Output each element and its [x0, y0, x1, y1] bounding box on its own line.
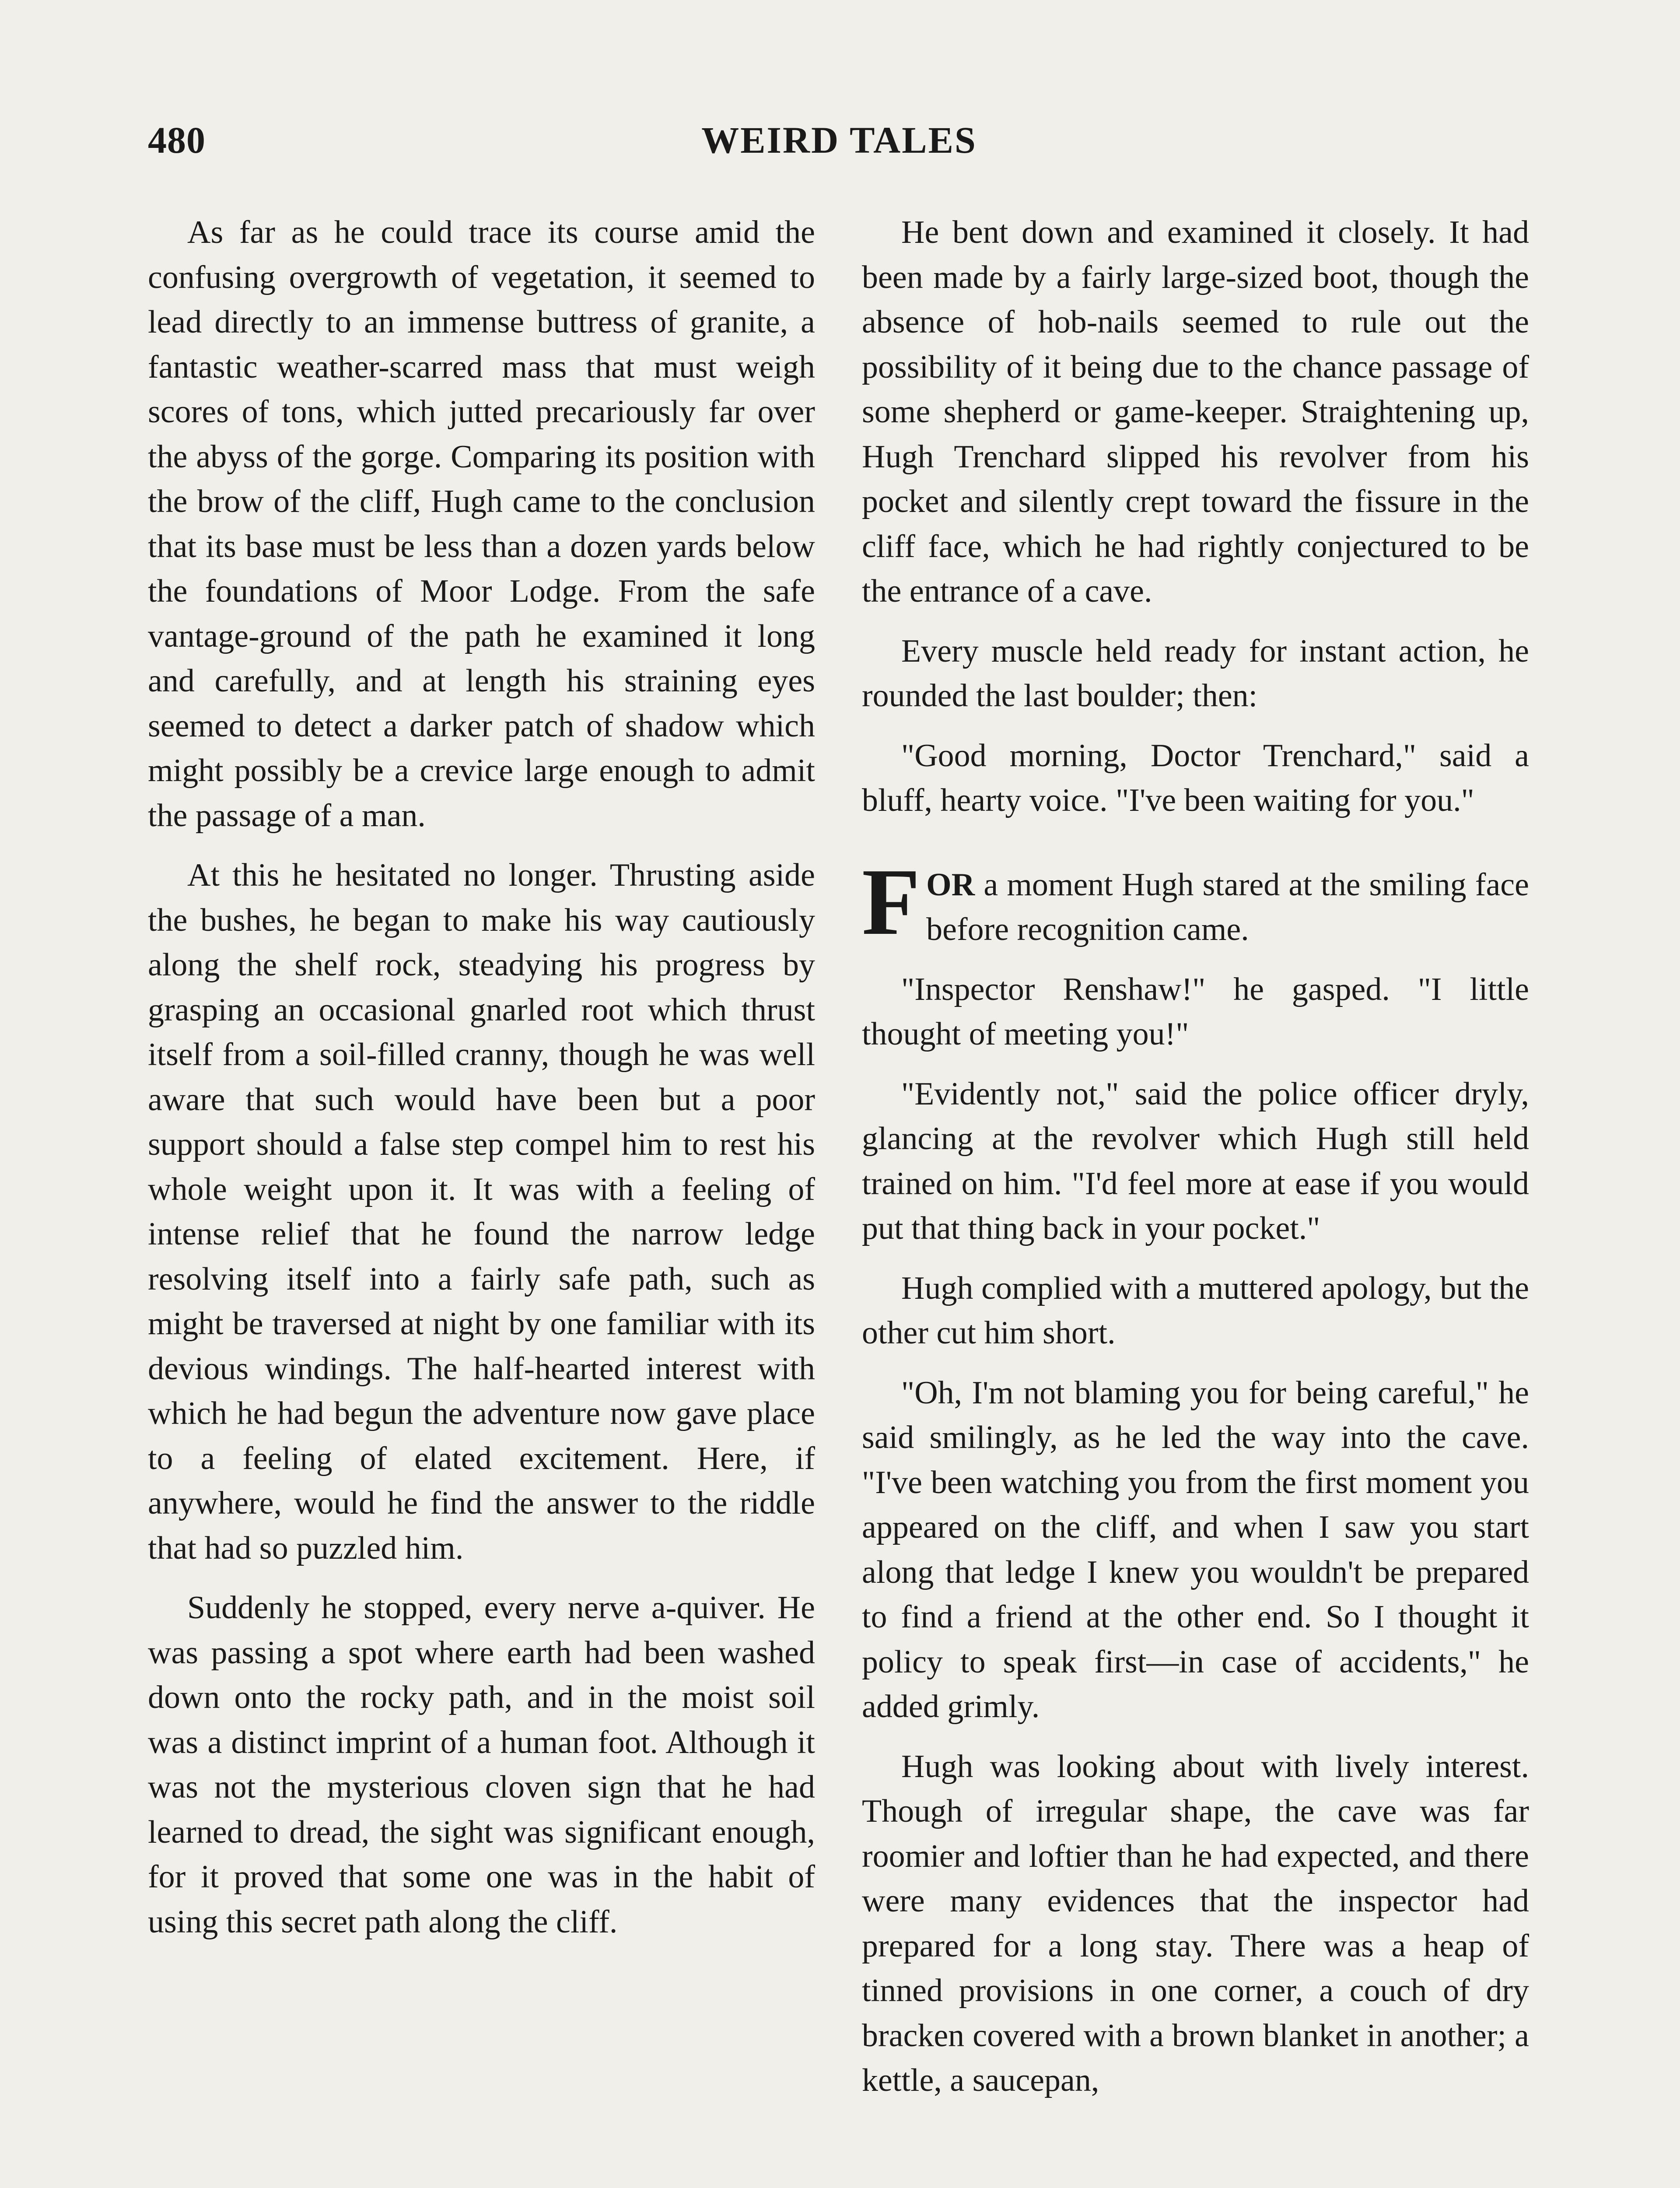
paragraph: "Evidently not," said the police officer dryly, glancing at the revolver which Hugh still held trained on him. "I'd feel more at ease if you would put that thing back in your pocket." [862, 1076, 1529, 1246]
paragraph: Hugh was looking about with lively interest. Though of irregular shape, the cave was far roomier and loftier than he had expected, and there were many evidences that the inspector had prepared for a long stay. There was a heap of tinned provisions in one corner, a couch of dry bracken covered with a brown blanket in another; a kettle, a saucepan, [862, 1748, 1529, 2098]
paragraph: He bent down and examined it closely. It had been made by a fairly large-sized boot, though the absence of hob-nails seemed to rule out the possibility of it being due to the chance passage of some shepherd or game-keeper. Straightening up, Hugh Trenchard slipped his revolver from his pocket and silently crept toward the fissure in the cliff face, which he had rightly conjectured to be the entrance of a cave. [862, 214, 1529, 609]
page-number: 480 [148, 119, 206, 161]
paragraph: Suddenly he stopped, every nerve a-quiver. He was passing a spot where earth had been washed down onto the rocky path, and in the moist soil was a distinct imprint of a human foot. Although it was not the mysterious cloven sign that he had learned to dread, the sight was significant enough, for it proved that some one was in the habit of using this secret path along the cliff. [148, 1590, 815, 1940]
section-opening-paragraph [862, 849, 1529, 955]
paragraph: Every muscle held ready for instant action, he rounded the last boulder; then: [862, 633, 1529, 714]
paragraph: As far as he could trace its course amid the confusing overgrowth of vegetation, it seemed to lead directly to an immense buttress of granite, a fantastic weather-scarred mass that must weigh scores of tons, which jutted precariously far over the abyss of the gorge. Comparing its position with the brow of the cliff, Hugh came to the conclusion that its base must be less than a dozen yards below the foundations of Moor Lodge. From the safe vantage-ground of the path he examined it long and carefully, and at length his straining eyes seemed to detect a darker patch of shadow which might possibly be a crevice large enough to admit the passage of a man. [148, 214, 815, 834]
running-head [148, 118, 1530, 171]
paragraph: "Good morning, Doctor Trenchard," said a bluff, hearty voice. "I've been waiting for you." [862, 737, 1529, 818]
paragraph: "Inspector Renshaw!" he gasped. "I little thought of meeting you!" [862, 971, 1529, 1052]
drop-cap: F [862, 849, 920, 955]
small-caps-lead: OR [926, 866, 975, 903]
left-column [148, 210, 815, 1959]
magazine-title: WEIRD TALES [701, 119, 977, 161]
right-column [862, 210, 1529, 2118]
paragraph: "Oh, I'm not blaming you for being careful," he said smilingly, as he led the way into the cave. "I've been watching you from the first moment you appeared on the cliff, and when I saw you start along that ledge I knew you wouldn't be prepared to find a friend at the other end. So I thought it policy to speak first—in case of accidents," he added grimly. [862, 1375, 1529, 1725]
paragraph: Hugh complied with a muttered apology, but the other cut him short. [862, 1270, 1529, 1351]
paragraph: At this he hesitated no longer. Thrusting aside the bushes, he began to make his way cautiously along the shelf rock, steadying his progress by grasping an occasional gnarled root which thrust itself from a soil-filled cranny, though he was well aware that such would have been but a poor support should a false step compel him to rest his whole weight upon it. It was with a feeling of intense relief that he found the narrow ledge resolving itself into a fairly safe path, such as might be traversed at night by one familiar with its devious windings. The half-hearted interest with which he had begun the adventure now gave place to a feeling of elated excitement. Here, if anywhere, would he find the answer to the riddle that had so puzzled him. [148, 857, 815, 1566]
paragraph-text: a moment Hugh stared at the smiling face before recognition came. [926, 866, 1529, 947]
